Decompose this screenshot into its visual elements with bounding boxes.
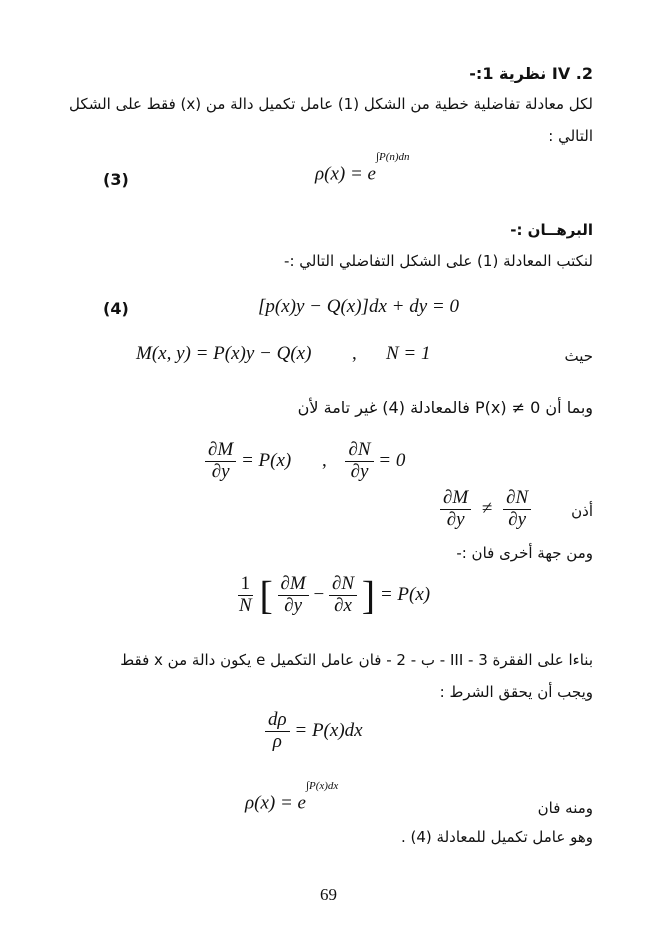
dM: ∂M: [440, 488, 471, 510]
dy: ∂y: [446, 508, 465, 530]
proof-line-1: لنكتب المعادلة (1) على الشكل التفاضلي التالي :-: [284, 252, 593, 270]
one-over-N: [236, 574, 255, 617]
one: 1: [238, 574, 254, 596]
dM: ∂M: [278, 574, 309, 596]
equation-4-number: (4): [103, 299, 129, 318]
where-label: حيث: [564, 347, 593, 365]
final-lhs: ρ(x) = e: [245, 792, 306, 814]
other-side-line: ومن جهة أخرى فان :-: [456, 544, 593, 562]
dN-rhs: = 0: [378, 449, 406, 471]
dN: ∂N: [345, 440, 373, 462]
where-M-definition: M(x, y) = P(x)y − Q(x): [136, 343, 312, 364]
since-line: وبما أن P(x) ≠ 0 فالمعادلة (4) غير تامة لأن: [297, 398, 593, 417]
where-N-definition: N = 1: [386, 343, 431, 364]
hence-label: ومنه فان: [537, 799, 593, 817]
N-letter: N: [239, 594, 252, 616]
closing-line: وهو عامل تكميل للمعادلة (4) .: [400, 828, 593, 846]
left-bracket: [: [259, 572, 273, 618]
dM-dy-fraction: [278, 574, 309, 617]
dN-dy-fraction: [345, 440, 373, 483]
dM: ∂M: [205, 440, 236, 462]
dN-dy-fraction: [503, 488, 531, 531]
drho: dρ: [265, 710, 290, 732]
drho-over-rho: [265, 710, 290, 753]
page-number: 69: [320, 885, 337, 904]
dN: ∂N: [329, 574, 357, 596]
partial-comma: ,: [321, 449, 327, 471]
dN-dx-fraction: [329, 574, 357, 617]
dy: ∂y: [350, 460, 369, 482]
dy: ∂y: [211, 460, 230, 482]
based-on-line-1: بناءا على الفقرة III - 3 - ب - 2 - فان عامل التكميل e يكون دالة من x فقط: [120, 651, 593, 669]
minus-sign: −: [313, 583, 325, 605]
based-on-line-2: ويجب أن يحقق الشرط :: [439, 683, 593, 701]
final-equation: [245, 780, 339, 814]
equation-4: [p(x)y − Q(x)]dx + dy = 0: [258, 296, 459, 317]
where-separator: ,: [352, 343, 357, 364]
therefore-label: أذن: [571, 502, 593, 520]
dM-rhs: = P(x): [240, 449, 292, 471]
dM-dy-fraction: [440, 488, 471, 531]
separable-condition: [265, 710, 363, 753]
dN: ∂N: [503, 488, 531, 510]
condition-rhs: = P(x): [379, 583, 431, 605]
dx: ∂x: [334, 594, 352, 616]
equation-3-number: (3): [103, 170, 129, 189]
dy: ∂y: [284, 594, 303, 616]
eq3-lhs: ρ(x) = e: [315, 163, 376, 185]
section-heading: IV .2 نظرية 1:-: [469, 64, 593, 83]
eq3-exponent: ∫P(n)dn: [375, 151, 410, 163]
drho-rhs: = P(x)dx: [294, 719, 363, 741]
theorem-line-1: لكل معادلة تفاضلية خطية من الشكل (1) عامل تكميل دالة من (x) فقط على الشكل: [69, 95, 593, 113]
dy: ∂y: [508, 508, 527, 530]
equation-3: [315, 151, 410, 185]
not-equal-sign: ≠: [481, 497, 493, 519]
dM-dy-fraction: [205, 440, 236, 483]
partial-derivatives: [205, 440, 405, 483]
rho: ρ: [272, 730, 282, 752]
final-exponent: ∫P(x)dx: [305, 780, 339, 792]
integrating-factor-condition: [236, 574, 430, 617]
proof-heading: البرهــان :-: [510, 221, 593, 239]
right-bracket: ]: [361, 572, 376, 618]
not-exact-inequality: [440, 488, 531, 531]
theorem-line-2: التالي :: [548, 127, 593, 145]
